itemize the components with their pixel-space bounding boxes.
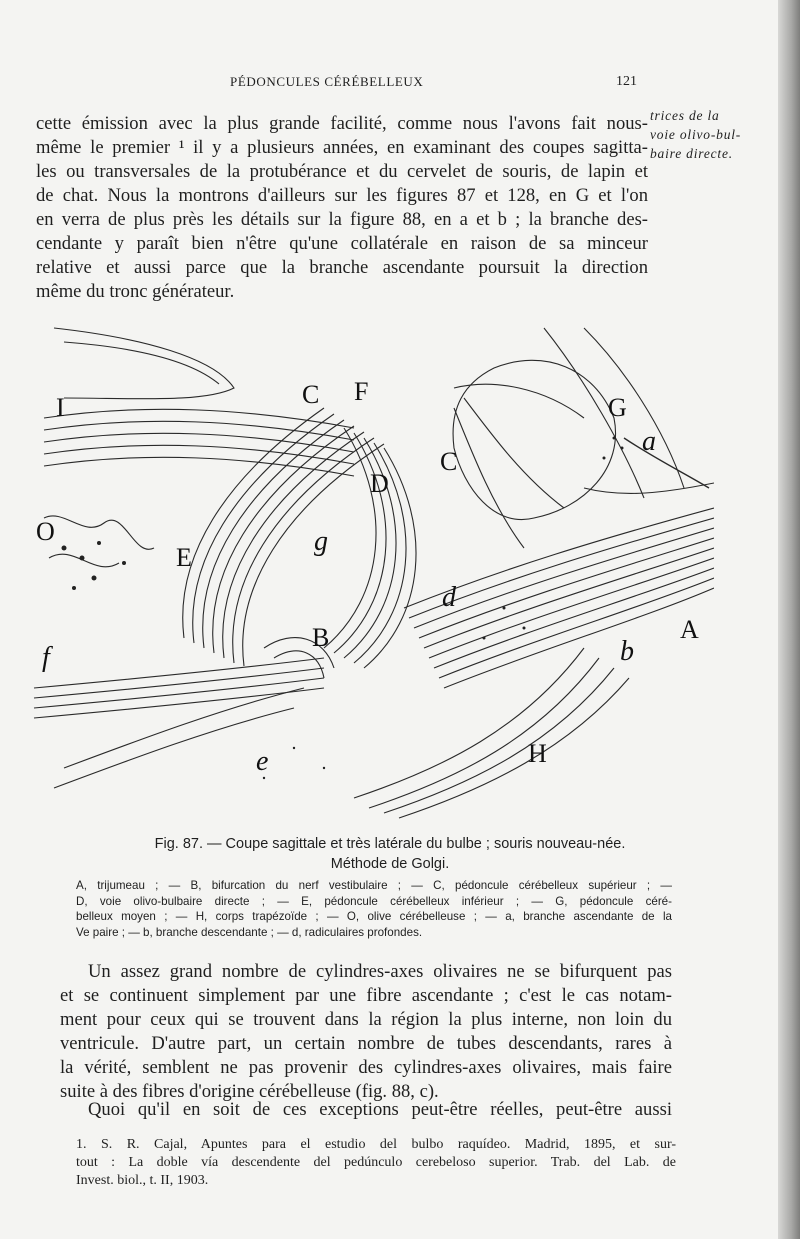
text-line: de chat. Nous la montrons d'ailleurs sur les figures 87 et 128, en G et l'on (36, 185, 648, 206)
legend-line: A, trijumeau ; — B, bifurcation du nerf vestibulaire ; — C, pédoncule cérébelleux supérieur ; — (76, 879, 672, 892)
page-number: 121 (616, 74, 637, 89)
text-line: les ou transversales de la protubérance et du cervelet de souris, de lapin et (36, 161, 648, 182)
figure-label-f: f (42, 642, 50, 673)
text-line: Quoi qu'il en soit de ces exceptions peut-être réelles, peut-être aussi (88, 1099, 672, 1120)
text-line: et se continuent simplement par une fibre ascendante ; c'est le cas notam- (60, 985, 672, 1006)
text-line: en verra de plus près les détails sur la figure 88, en a et b ; la branche des- (36, 209, 648, 230)
text-line: ment pour ceux qui se trouvent dans la région la plus interne, non loin du (60, 1009, 672, 1030)
text-line: Un assez grand nombre de cylindres-axes olivaires ne se bifurquent pas (88, 961, 672, 982)
margin-note (650, 106, 770, 163)
text-line: suite à des fibres d'origine cérébelleuse (fig. 88, c). (60, 1081, 439, 1102)
figure-label-B: B (312, 623, 330, 652)
text-line: ventricule. D'autre part, un certain nombre de tubes descendants, rares à (60, 1033, 672, 1054)
figure-label-H: H (528, 739, 547, 768)
figure-label-C: C (302, 380, 320, 409)
figure-legend (76, 878, 672, 940)
figure-label-E: E (176, 543, 192, 572)
footnote-line: tout : La doble vía descendente del pedúnculo cerebeloso superior. Trab. del Lab. de (76, 1155, 676, 1170)
figure-label-a: a (642, 426, 656, 457)
margin-note-line: trices de la (650, 108, 720, 123)
figure-label-b: b (620, 636, 634, 667)
legend-line: Ve paire ; — b, branche descendante ; — d, radiculaires profondes. (76, 925, 423, 939)
figure-label-e: e (256, 746, 269, 777)
page-edge-shadow (778, 0, 800, 1239)
figure-label-I: I (56, 393, 65, 422)
figure-label-g: g (314, 526, 328, 557)
figure-label-F: F (354, 377, 369, 406)
paragraph-1 (36, 112, 648, 304)
footnote (76, 1136, 676, 1190)
caption-line: Méthode de Golgi. (330, 856, 450, 872)
text-line: cendante y paraît bien n'être qu'une collatérale en raison de sa minceur (36, 233, 648, 254)
caption-line: Fig. 87. — Coupe sagittale et très latérale du bulbe ; souris nouveau-née. (154, 836, 626, 852)
figure-label-D: D (370, 469, 389, 498)
paragraph-2 (60, 960, 672, 1104)
text-line: la vérité, semblent ne pas provenir des cylindres-axes olivaires, mais faire (60, 1057, 672, 1078)
figure-caption (100, 834, 680, 874)
margin-note-line: baire directe. (650, 146, 733, 161)
figure-label-d: d (442, 582, 456, 613)
running-head (0, 74, 800, 94)
running-head-title: PÉDONCULES CÉRÉBELLEUX (230, 74, 424, 89)
text-line: même du tronc générateur. (36, 281, 235, 302)
footnote-line: 1. S. R. Cajal, Apuntes para el estudio del bulbo raquídeo. Madrid, 1895, et sur- (76, 1137, 676, 1152)
legend-line: D, voie olivo-bulbaire directe ; — E, pédoncule cérébelleux inférieur ; — G, pédoncule céré- (76, 894, 672, 908)
margin-note-line: voie olivo-bul- (650, 127, 742, 142)
text-line: cette émission avec la plus grande facilité, comme nous l'avons fait nous- (36, 113, 648, 134)
figure-label-G: G (608, 393, 627, 422)
text-line: relative et aussi parce que la branche ascendante poursuit la direction (36, 257, 648, 278)
legend-line: belleux moyen ; — H, corps trapézoïde ; — O, olive cérébelleuse ; — a, branche ascendante de la (76, 910, 672, 923)
paragraph-3 (60, 1098, 672, 1122)
figure-label-C-middle: C (440, 447, 458, 476)
text-line: même le premier ¹ il y a plusieurs années, en examinant des coupes sagitta- (36, 137, 648, 158)
footnote-line: Invest. biol., t. II, 1903. (76, 1173, 209, 1188)
figure-label-A: A (680, 615, 699, 644)
figure-label-O: O (36, 517, 55, 546)
figure-stipple (62, 437, 624, 780)
figure-87-illustration (24, 308, 714, 826)
